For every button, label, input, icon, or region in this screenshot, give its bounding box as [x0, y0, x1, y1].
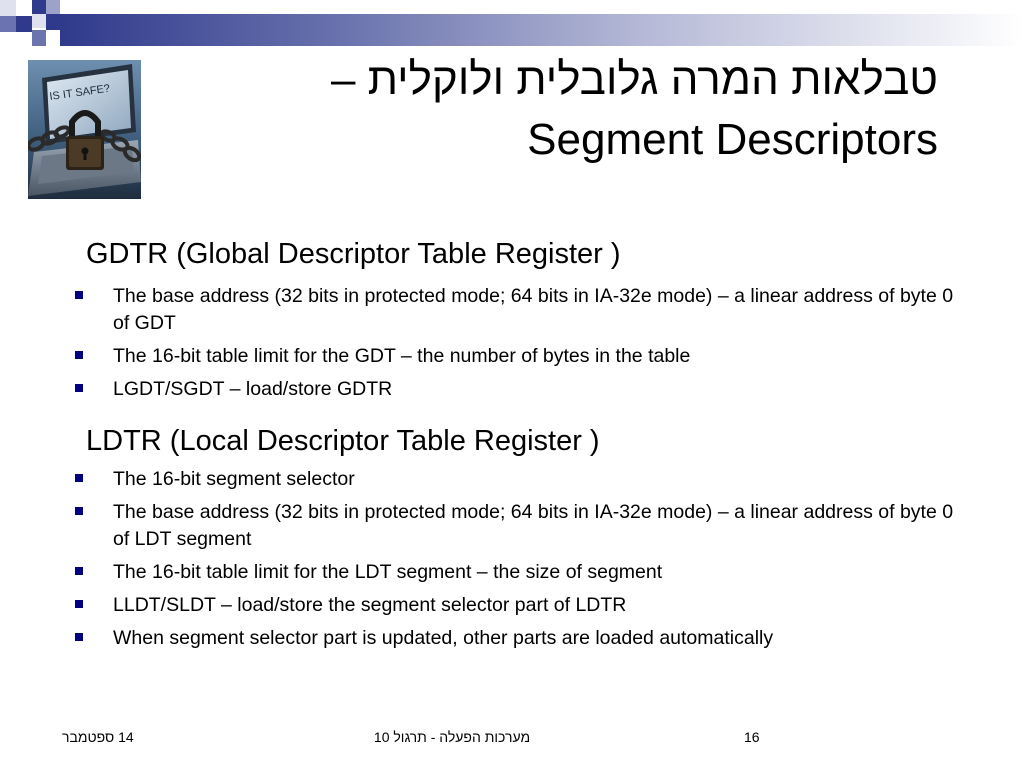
- header-square: [16, 32, 32, 46]
- ldtr-bullet-item: [74, 592, 954, 619]
- gdtr-bullet-item: [74, 376, 954, 403]
- header-square: [0, 16, 16, 32]
- header-square: [32, 30, 46, 46]
- ldtr-bullet-text: The base address (32 bits in protected mode; 64 bits in IA-32e mode) – a linear address of byte 0 of LDT segment: [113, 501, 954, 550]
- header-square: [46, 14, 60, 30]
- footer-course-title: מערכות הפעלה - תרגול 10: [373, 729, 531, 745]
- header-square: [16, 0, 32, 16]
- ldtr-bullet-item: [74, 625, 954, 652]
- square-bullet-icon: [75, 291, 83, 299]
- logo-screen-text: IS IT SAFE?: [48, 82, 111, 103]
- gdtr-bullet-text: The base address (32 bits in protected mode; 64 bits in IA-32e mode) – a linear address of byte 0 of GDT: [113, 285, 954, 334]
- gdtr-bullet-item: [74, 283, 954, 337]
- footer-page-number: 16: [744, 729, 760, 745]
- square-bullet-icon: [75, 507, 83, 515]
- gdtr-bullet-text: The 16-bit table limit for the GDT – the number of bytes in the table: [113, 345, 691, 367]
- header-square: [46, 0, 60, 14]
- square-bullet-icon: [75, 351, 83, 359]
- header-square: [16, 16, 32, 32]
- header-square: [32, 14, 46, 28]
- ldtr-bullet-item: [74, 559, 954, 586]
- ldtr-bullet-item: [74, 466, 954, 493]
- ldtr-bullet-text: LLDT/SLDT – load/store the segment selector part of LDTR: [113, 594, 627, 616]
- security-laptop-image: [28, 60, 141, 199]
- square-bullet-icon: [75, 384, 83, 392]
- gdtr-bullet-text: LGDT/SGDT – load/store GDTR: [113, 378, 393, 400]
- square-bullet-icon: [75, 474, 83, 482]
- gdtr-heading: GDTR (Global Descriptor Table Register ): [86, 238, 621, 270]
- square-bullet-icon: [75, 567, 83, 575]
- slide-title-hebrew: טבלאות המרה גלובלית ולוקלית –: [330, 55, 938, 104]
- ldtr-bullet-text: The 16-bit segment selector: [113, 468, 355, 490]
- gdtr-bullet-list: [74, 283, 954, 409]
- header-decoration: [0, 0, 1024, 46]
- header-gradient-bar: [60, 14, 1024, 46]
- ldtr-bullet-item: [74, 499, 954, 553]
- square-bullet-icon: [75, 633, 83, 641]
- gdtr-bullet-item: [74, 343, 954, 370]
- header-square: [32, 0, 46, 14]
- ldtr-heading: LDTR (Local Descriptor Table Register ): [86, 425, 600, 457]
- slide-title-english: Segment Descriptors: [527, 115, 938, 164]
- ldtr-bullet-text: The 16-bit table limit for the LDT segment – the size of segment: [113, 561, 663, 583]
- header-square: [0, 0, 16, 16]
- ldtr-bullet-text: When segment selector part is updated, other parts are loaded automatically: [113, 627, 774, 649]
- square-bullet-icon: [75, 600, 83, 608]
- ldtr-bullet-list: [74, 466, 954, 658]
- footer-date: 14 ספטמבר: [62, 729, 134, 745]
